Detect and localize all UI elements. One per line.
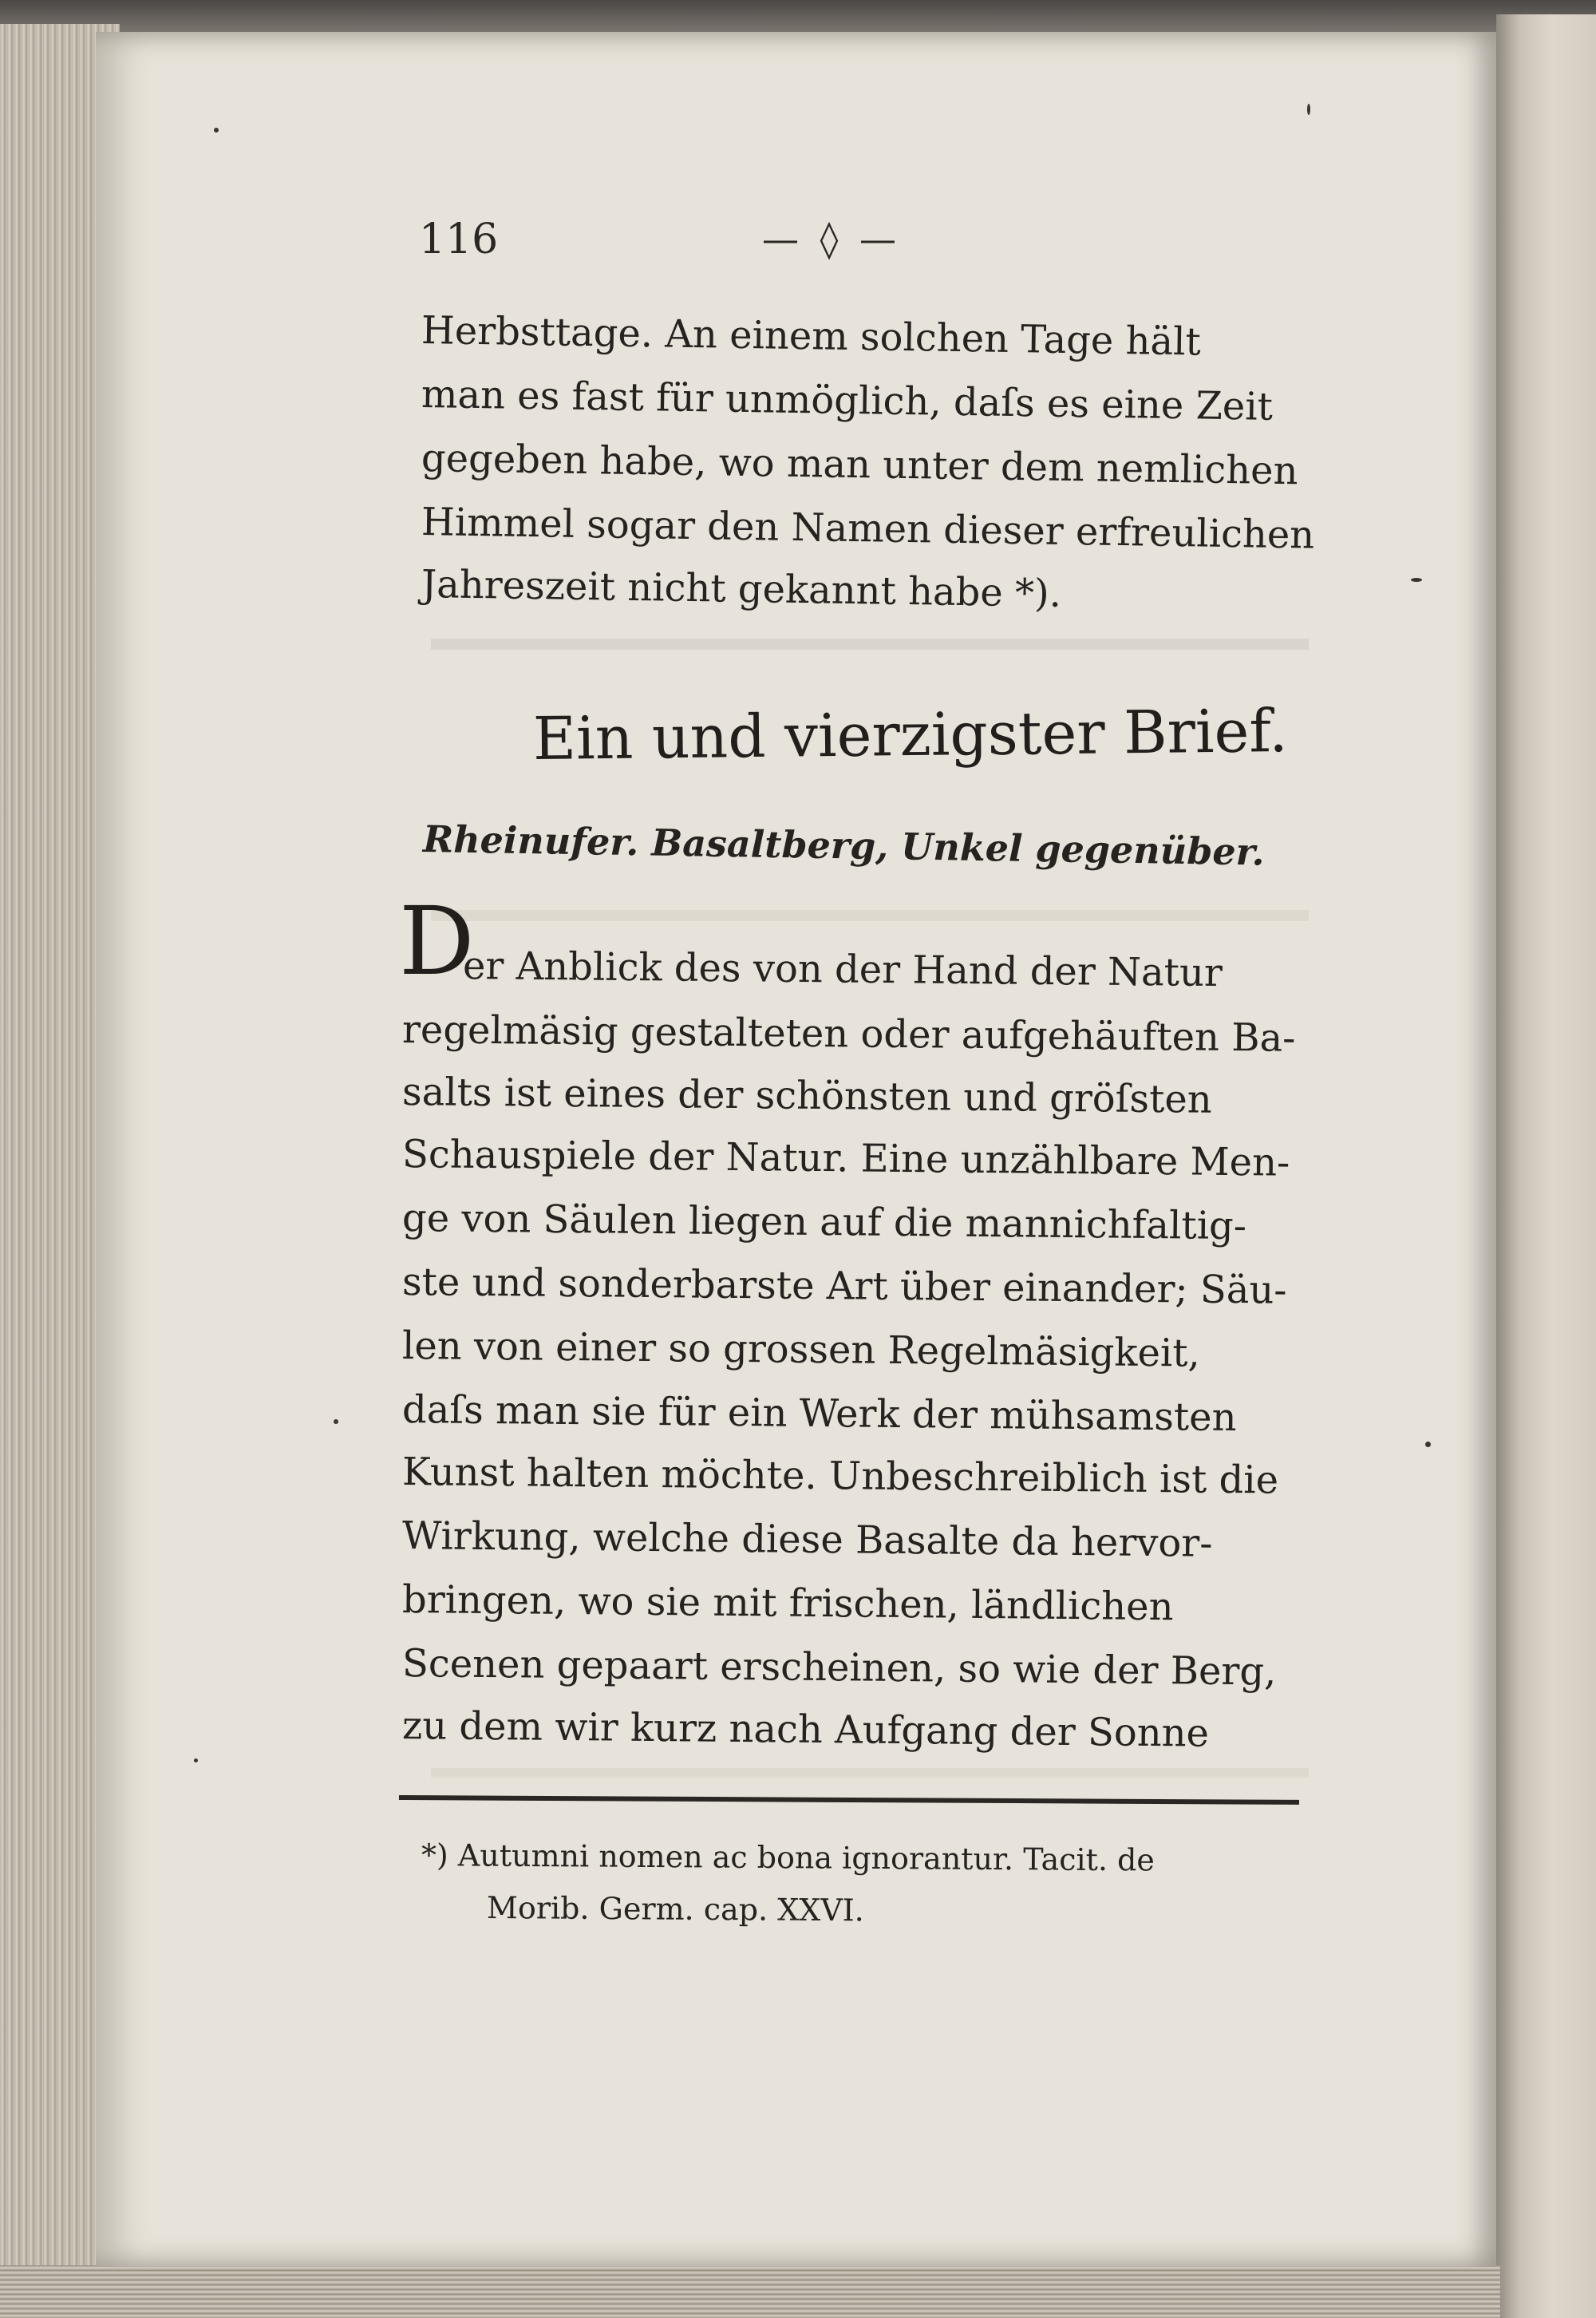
page-number: 116 [419,216,499,263]
paper-speck [1307,104,1310,115]
page-stack-bottom-edge [0,2265,1500,2318]
show-through-texture [431,1768,1309,1778]
next-page-edge [1496,14,1596,2318]
text-line: len von einer so grossen Regelmäsigkeit, [401,1323,1201,1376]
letter-subtitle: Rheinufer. Basaltberg, Unkel gegenüber. [422,817,1266,874]
letter-title: Ein und vierzigster Brief. [532,697,1289,773]
text-line: Herbsttage. An einem solchen Tage hält [421,308,1202,365]
show-through-texture [431,910,1309,921]
text-line: Wirkung, welche diese Basalte da hervor- [401,1513,1213,1566]
text-line: regelmäsig gestalteten oder aufgehäuften Ba- [401,1007,1296,1061]
text-line: Schauspiele der Natur. Eine unzählbare Men- [401,1132,1290,1185]
book-top-edge [0,0,1596,32]
text-line: Himmel sogar den Namen dieser erfreulichen [421,500,1315,558]
text-line: man es fast für unmöglich, daſs es eine Zeit [421,372,1274,429]
footnote-line: *) Autumni nomen ac bona ignorantur. Tacit. de [421,1837,1156,1878]
text-line: salts ist eines der schönsten und gröſsten [401,1070,1212,1122]
text-line: bringen, wo sie mit frischen, ländlichen [401,1577,1174,1630]
text-line: daſs man sie für ein Werk der mühsamsten [401,1387,1237,1441]
text-line: Scenen gepaart erscheinen, so wie der Berg, [401,1641,1277,1695]
text-line: Jahreszeit nicht gekannt habe *). [421,562,1062,616]
paper-speck [214,128,219,133]
header-ornament: — ◊ — [762,217,901,260]
paper-speck [334,1419,338,1424]
paper-speck [1425,1442,1431,1447]
paper-speck [194,1758,198,1762]
text-line: Kunst halten möchte. Unbeschreiblich ist die [401,1450,1279,1503]
text-line: gegeben habe, wo man unter dem nemlichen [421,436,1298,494]
paper-speck [1411,578,1422,582]
drop-cap: D [399,886,475,996]
footnote-line: Morib. Germ. cap. XXVI. [486,1890,865,1928]
show-through-texture [431,639,1309,650]
text-line: er Anblick des von der Hand der Natur [462,943,1223,996]
text-line: ste und sonderbarste Art über einander; Säu- [401,1260,1287,1313]
text-line: zu dem wir kurz nach Aufgang der Sonne [401,1703,1210,1756]
text-line: ge von Säulen liegen auf die mannichfaltig- [401,1196,1247,1249]
